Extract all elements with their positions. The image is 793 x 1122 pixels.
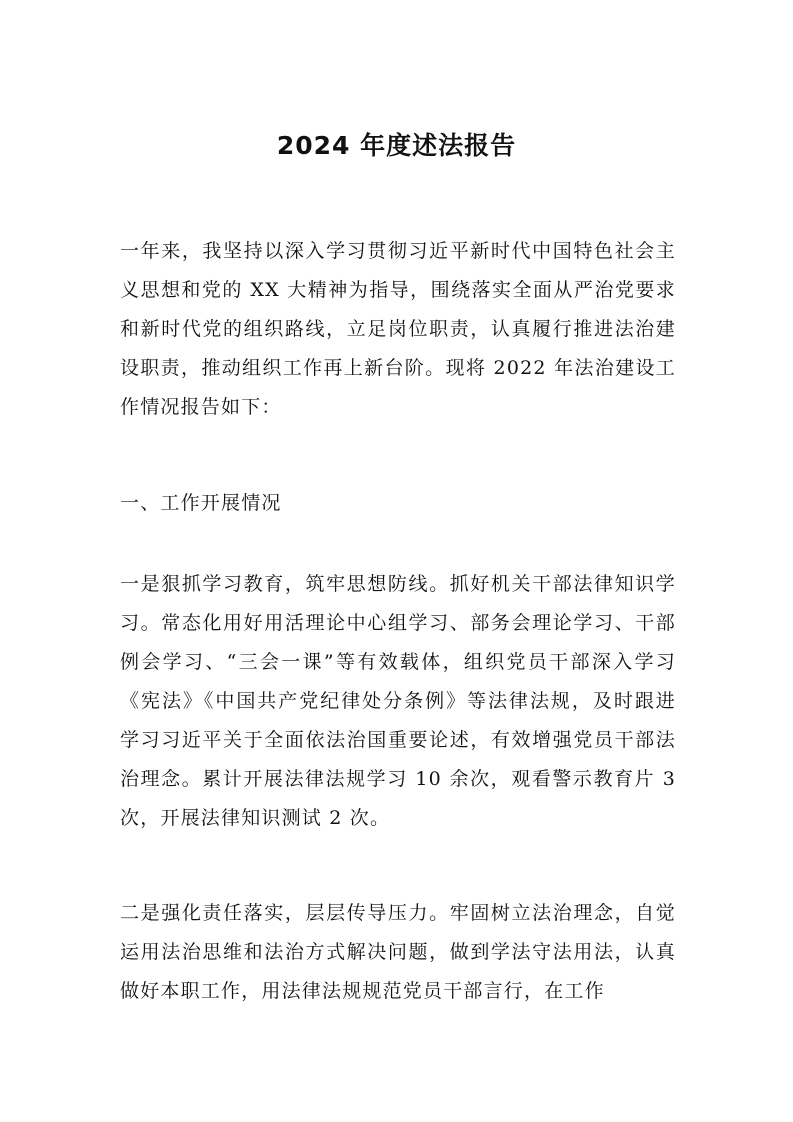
section-heading: 一、工作开展情况 (120, 492, 282, 514)
body-paragraph-study: 一是狠抓学习教育，筑牢思想防线。抓好机关干部法律知识学习。常态化用好用活理论中心组学习、部务会理论学习、干部例会学习、“三会一课”等有效载体，组织党员干部深入学习《宪法》《中国共产党纪律处分条例》等法律法规，及时跟进学习习近平关于全面依法治国重要论述，有效增强党员干部法治理念。累计开展法律法规学习 10 余次，观看警示教育片 3 次，开展法律知识测试 2 次。 (120, 573, 676, 829)
body-paragraph-responsibility: 二是强化责任落实，层层传导压力。牢固树立法治理念，自觉运用法治思维和法治方式解决问题，做到学法守法用法，认真做好本职工作，用法律法规规范党员干部言行，在工作 (120, 902, 676, 1002)
intro-paragraph: 一年来，我坚持以深入学习贯彻习近平新时代中国特色社会主义思想和党的 XX 大精神为指导，围绕落实全面从严治党要求和新时代党的组织路线，立足岗位职责，认真履行推进法治建设职责，推动组织工作再上新台阶。现将 2022 年法治建设工作情况报告如下： (120, 240, 676, 418)
document-title: 2024 年度述法报告 (276, 131, 517, 160)
